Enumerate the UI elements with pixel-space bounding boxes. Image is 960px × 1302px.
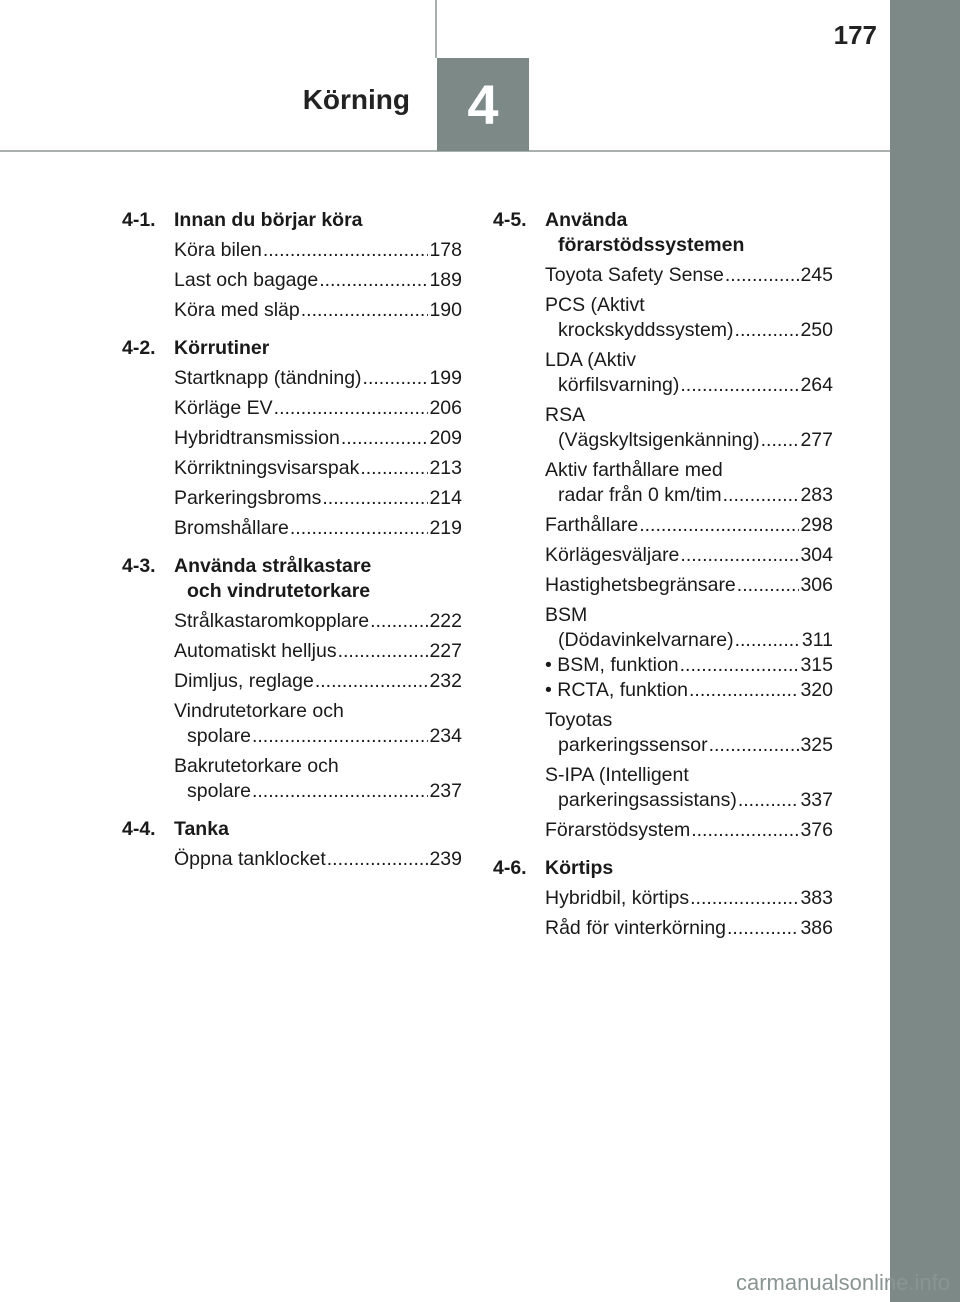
toc-section	[122, 208, 462, 323]
toc-entry-title: Parkeringsbroms	[174, 487, 322, 509]
toc-entry-title-first-line: BSM	[545, 604, 588, 626]
toc-entry-line[interactable]	[545, 483, 833, 508]
toc-entry-page: 227	[429, 640, 462, 662]
toc-entry-page: 209	[429, 427, 462, 449]
toc-section-heading[interactable]	[122, 336, 462, 361]
toc-entry-line[interactable]	[174, 847, 462, 872]
toc-leader-dots	[709, 733, 800, 758]
toc-leader-dots	[727, 916, 799, 941]
toc-entry	[174, 609, 462, 634]
toc-entry	[174, 268, 462, 293]
toc-entry-page: 383	[800, 887, 833, 909]
toc-leader-dots	[690, 886, 799, 911]
toc-section-title: Använda strålkastare och vindrutetorkare	[174, 555, 372, 602]
toc-entry-title: Körriktningsvisarspak	[174, 457, 360, 479]
toc-section-title: Tanka	[174, 818, 229, 840]
toc-leader-dots	[680, 373, 799, 398]
toc-entry-line[interactable]	[174, 298, 462, 323]
toc-entry-title: Strålkastaromkopplare	[174, 610, 370, 632]
toc-leader-dots	[290, 516, 429, 541]
toc-entry-line[interactable]	[545, 886, 833, 911]
toc-entry-page: 376	[800, 819, 833, 841]
toc-entry	[545, 458, 833, 508]
toc-entry-line[interactable]	[545, 818, 833, 843]
toc-entry-page: 222	[429, 610, 462, 632]
toc-section-title: Körrutiner	[174, 337, 270, 359]
toc-leader-dots	[680, 653, 800, 678]
toc-entry-page: 232	[429, 670, 462, 692]
toc-entry	[174, 238, 462, 263]
toc-leader-dots	[341, 426, 429, 451]
toc-section	[493, 856, 833, 941]
toc-section-number: 4-6.	[493, 857, 527, 879]
toc-leader-dots	[319, 268, 428, 293]
toc-entry-title: Dimljus, reglage	[174, 670, 314, 692]
toc-entry-title: • BSM, funktion	[545, 654, 679, 676]
toc-entry-title: Startknapp (tändning)	[174, 367, 362, 389]
chapter-title: Körning	[302, 84, 410, 115]
toc-entry	[174, 699, 462, 749]
toc-entry-title: Råd för vinterkörning	[545, 917, 727, 939]
toc-entry	[174, 298, 462, 323]
toc-entry-page: 239	[429, 848, 462, 870]
toc-entry	[174, 847, 462, 872]
toc-entry-line[interactable]	[545, 513, 833, 538]
toc-section	[122, 336, 462, 541]
toc-entry	[545, 573, 833, 598]
toc-right-column	[493, 208, 833, 954]
toc-entry-line[interactable]	[174, 456, 462, 481]
toc-entry	[174, 366, 462, 391]
toc-section	[122, 817, 462, 872]
toc-entry-title-first-line: Toyotas	[545, 709, 613, 731]
watermark: carmanualsonline.info	[735, 1270, 950, 1295]
toc-entry-line[interactable]	[174, 779, 462, 804]
toc-entry-page: 277	[800, 429, 833, 451]
toc-entry-page: 304	[800, 544, 833, 566]
toc-leader-dots	[691, 818, 799, 843]
toc-entry-title: Hybridbil, körtips	[545, 887, 690, 909]
toc-entry-line[interactable]	[174, 268, 462, 293]
toc-entry-line[interactable]	[174, 238, 462, 263]
toc-entry	[545, 403, 833, 453]
toc-leader-dots	[363, 366, 429, 391]
toc-leader-dots	[252, 779, 428, 804]
toc-entry	[545, 348, 833, 398]
toc-section-number: 4-4.	[122, 818, 156, 840]
toc-entry	[545, 603, 833, 703]
toc-leader-dots	[680, 543, 799, 568]
toc-entry	[545, 513, 833, 538]
toc-section-title: Innan du börjar köra	[174, 209, 363, 231]
toc-entry	[174, 516, 462, 541]
toc-entry-line[interactable]	[545, 653, 833, 678]
toc-entry-page: 219	[429, 517, 462, 539]
toc-entry	[545, 886, 833, 911]
toc-entry-page: 245	[800, 264, 833, 286]
toc-entry-line[interactable]	[174, 609, 462, 634]
chapter-number-box	[437, 58, 529, 151]
toc-left-column	[122, 208, 462, 885]
toc-entry-page: 178	[429, 239, 462, 261]
toc-entry	[174, 456, 462, 481]
toc-entry-line[interactable]	[174, 486, 462, 511]
toc-entry-title: Hybridtransmission	[174, 427, 340, 449]
toc-leader-dots	[737, 573, 800, 598]
toc-entry-page: 311	[801, 629, 833, 651]
toc-leader-dots	[263, 238, 429, 263]
toc-entry-page: 189	[429, 269, 462, 291]
toc-entry-line[interactable]	[545, 628, 833, 653]
toc-entry-title: • RCTA, funktion	[545, 679, 689, 701]
toc-entry-page: 190	[429, 299, 462, 321]
toc-section-heading[interactable]	[493, 856, 833, 881]
toc-entry-line[interactable]	[545, 916, 833, 941]
toc-entry-line[interactable]	[545, 428, 833, 453]
toc-entry-page: 283	[800, 484, 833, 506]
toc-leader-dots	[360, 456, 428, 481]
toc-section-number: 4-3.	[122, 555, 156, 577]
toc-entry-line[interactable]	[545, 318, 833, 343]
toc-section-heading[interactable]	[122, 554, 462, 604]
toc-entry-line[interactable]	[174, 426, 462, 451]
toc-leader-dots	[689, 678, 799, 703]
toc-entry-page: 264	[800, 374, 833, 396]
toc-entry-page: 337	[800, 789, 833, 811]
toc-entry	[545, 763, 833, 813]
toc-entry-title: krockskyddssystem)	[558, 319, 734, 341]
toc-entry-title: Toyota Safety Sense	[545, 264, 724, 286]
toc-entry-title-first-line: LDA (Aktiv	[545, 349, 637, 371]
toc-entry-line[interactable]	[545, 263, 833, 288]
toc-entry-line[interactable]	[174, 669, 462, 694]
toc-entry-title: Körlägesväljare	[545, 544, 680, 566]
toc-entry-line[interactable]	[545, 373, 833, 398]
toc-section	[122, 554, 462, 804]
toc-entry	[174, 396, 462, 421]
toc-leader-dots	[735, 318, 800, 343]
toc-leader-dots	[274, 396, 429, 421]
toc-entry-title-first-line: Aktiv farthållare med	[545, 459, 723, 481]
toc-entry-page: 213	[429, 457, 462, 479]
toc-entry-line[interactable]	[545, 788, 833, 813]
toc-entry	[174, 426, 462, 451]
toc-entry-line[interactable]	[545, 678, 833, 703]
toc-entry-title: Köra med släp	[174, 299, 300, 321]
toc-section-heading[interactable]	[122, 817, 462, 842]
toc-leader-dots	[639, 513, 799, 538]
toc-entry-page: 298	[800, 514, 833, 536]
toc-entry-line[interactable]	[174, 724, 462, 749]
toc-entry-page: 306	[800, 574, 833, 596]
toc-section-number: 4-2.	[122, 337, 156, 359]
toc-entry-line[interactable]	[174, 396, 462, 421]
toc-section-title: Använda förarstödssystemen	[545, 209, 745, 256]
toc-entry	[545, 293, 833, 343]
toc-entry	[545, 708, 833, 758]
toc-entry-title: (Dödavinkelvarnare)	[558, 629, 734, 651]
toc-entry-title: Öppna tanklocket	[174, 848, 326, 870]
toc-leader-dots	[761, 428, 800, 453]
toc-entry-line[interactable]	[545, 573, 833, 598]
toc-entry-page: 206	[429, 397, 462, 419]
page-number: 177	[833, 20, 877, 50]
toc-entry	[545, 916, 833, 941]
toc-entry-line[interactable]	[545, 543, 833, 568]
toc-entry-title: Bromshållare	[174, 517, 289, 539]
toc-leader-dots	[370, 609, 428, 634]
toc-entry-title: Förarstödsystem	[545, 819, 691, 841]
toc-entry-line[interactable]	[174, 366, 462, 391]
toc-entry-title-first-line: S-IPA (Intelligent	[545, 764, 689, 786]
toc-entry-title: körfilsvarning)	[558, 374, 680, 396]
chapter-sidebar-tab	[890, 0, 960, 1302]
toc-leader-dots	[725, 263, 800, 288]
toc-section-number: 4-1.	[122, 209, 156, 231]
toc-leader-dots	[738, 788, 800, 813]
toc-entry-line[interactable]	[545, 733, 833, 758]
toc-entry	[174, 486, 462, 511]
toc-entry-page: 199	[429, 367, 462, 389]
toc-leader-dots	[327, 847, 429, 872]
toc-leader-dots	[723, 483, 800, 508]
toc-leader-dots	[735, 628, 801, 653]
toc-section-number: 4-5.	[493, 209, 527, 231]
toc-leader-dots	[322, 486, 428, 511]
toc-entry-title: parkeringsassistans)	[558, 789, 737, 811]
toc-entry-title: radar från 0 km/tim	[558, 484, 722, 506]
toc-entry-page: 237	[429, 780, 462, 802]
toc-entry-page: 234	[429, 725, 462, 747]
toc-entry-title: (Vägskyltsigenkänning)	[558, 429, 760, 451]
toc-leader-dots	[315, 669, 429, 694]
toc-entry-title: Körläge EV	[174, 397, 273, 419]
toc-entry-title: Last och bagage	[174, 269, 319, 291]
toc-leader-dots	[338, 639, 429, 664]
toc-section-title: Körtips	[545, 857, 614, 879]
chapter-number: 4	[467, 73, 499, 136]
toc-entry-title-first-line: Bakrutetorkare och	[174, 755, 339, 777]
toc-entry-title: spolare	[187, 725, 251, 747]
toc-entry-line[interactable]	[174, 639, 462, 664]
toc-leader-dots	[252, 724, 428, 749]
toc-section-heading[interactable]	[122, 208, 462, 233]
toc-entry	[174, 754, 462, 804]
header-vertical-divider	[435, 0, 437, 58]
toc-entry-page: 315	[800, 654, 833, 676]
toc-entry-page: 325	[800, 734, 833, 756]
toc-entry-title-first-line: RSA	[545, 404, 586, 426]
toc-section-heading[interactable]	[493, 208, 833, 258]
toc-entry-title: Automatiskt helljus	[174, 640, 337, 662]
toc-entry	[545, 818, 833, 843]
toc-entry-page: 386	[800, 917, 833, 939]
toc-leader-dots	[301, 298, 429, 323]
toc-entry-title-first-line: PCS (Aktivt	[545, 294, 645, 316]
toc-entry-title-first-line: Vindrutetorkare och	[174, 700, 344, 722]
toc-entry	[545, 263, 833, 288]
toc-section	[493, 208, 833, 843]
toc-entry	[174, 639, 462, 664]
toc-entry-title: spolare	[187, 780, 251, 802]
toc-entry	[174, 669, 462, 694]
toc-entry-title: Hastighetsbegränsare	[545, 574, 736, 596]
toc-entry-title: Farthållare	[545, 514, 639, 536]
toc-entry	[545, 543, 833, 568]
toc-entry-page: 320	[800, 679, 833, 701]
toc-entry-title: Köra bilen	[174, 239, 262, 261]
toc-entry-line[interactable]	[174, 516, 462, 541]
toc-entry-title: parkeringssensor	[558, 734, 708, 756]
toc-entry-page: 250	[800, 319, 833, 341]
toc-entry-page: 214	[429, 487, 462, 509]
